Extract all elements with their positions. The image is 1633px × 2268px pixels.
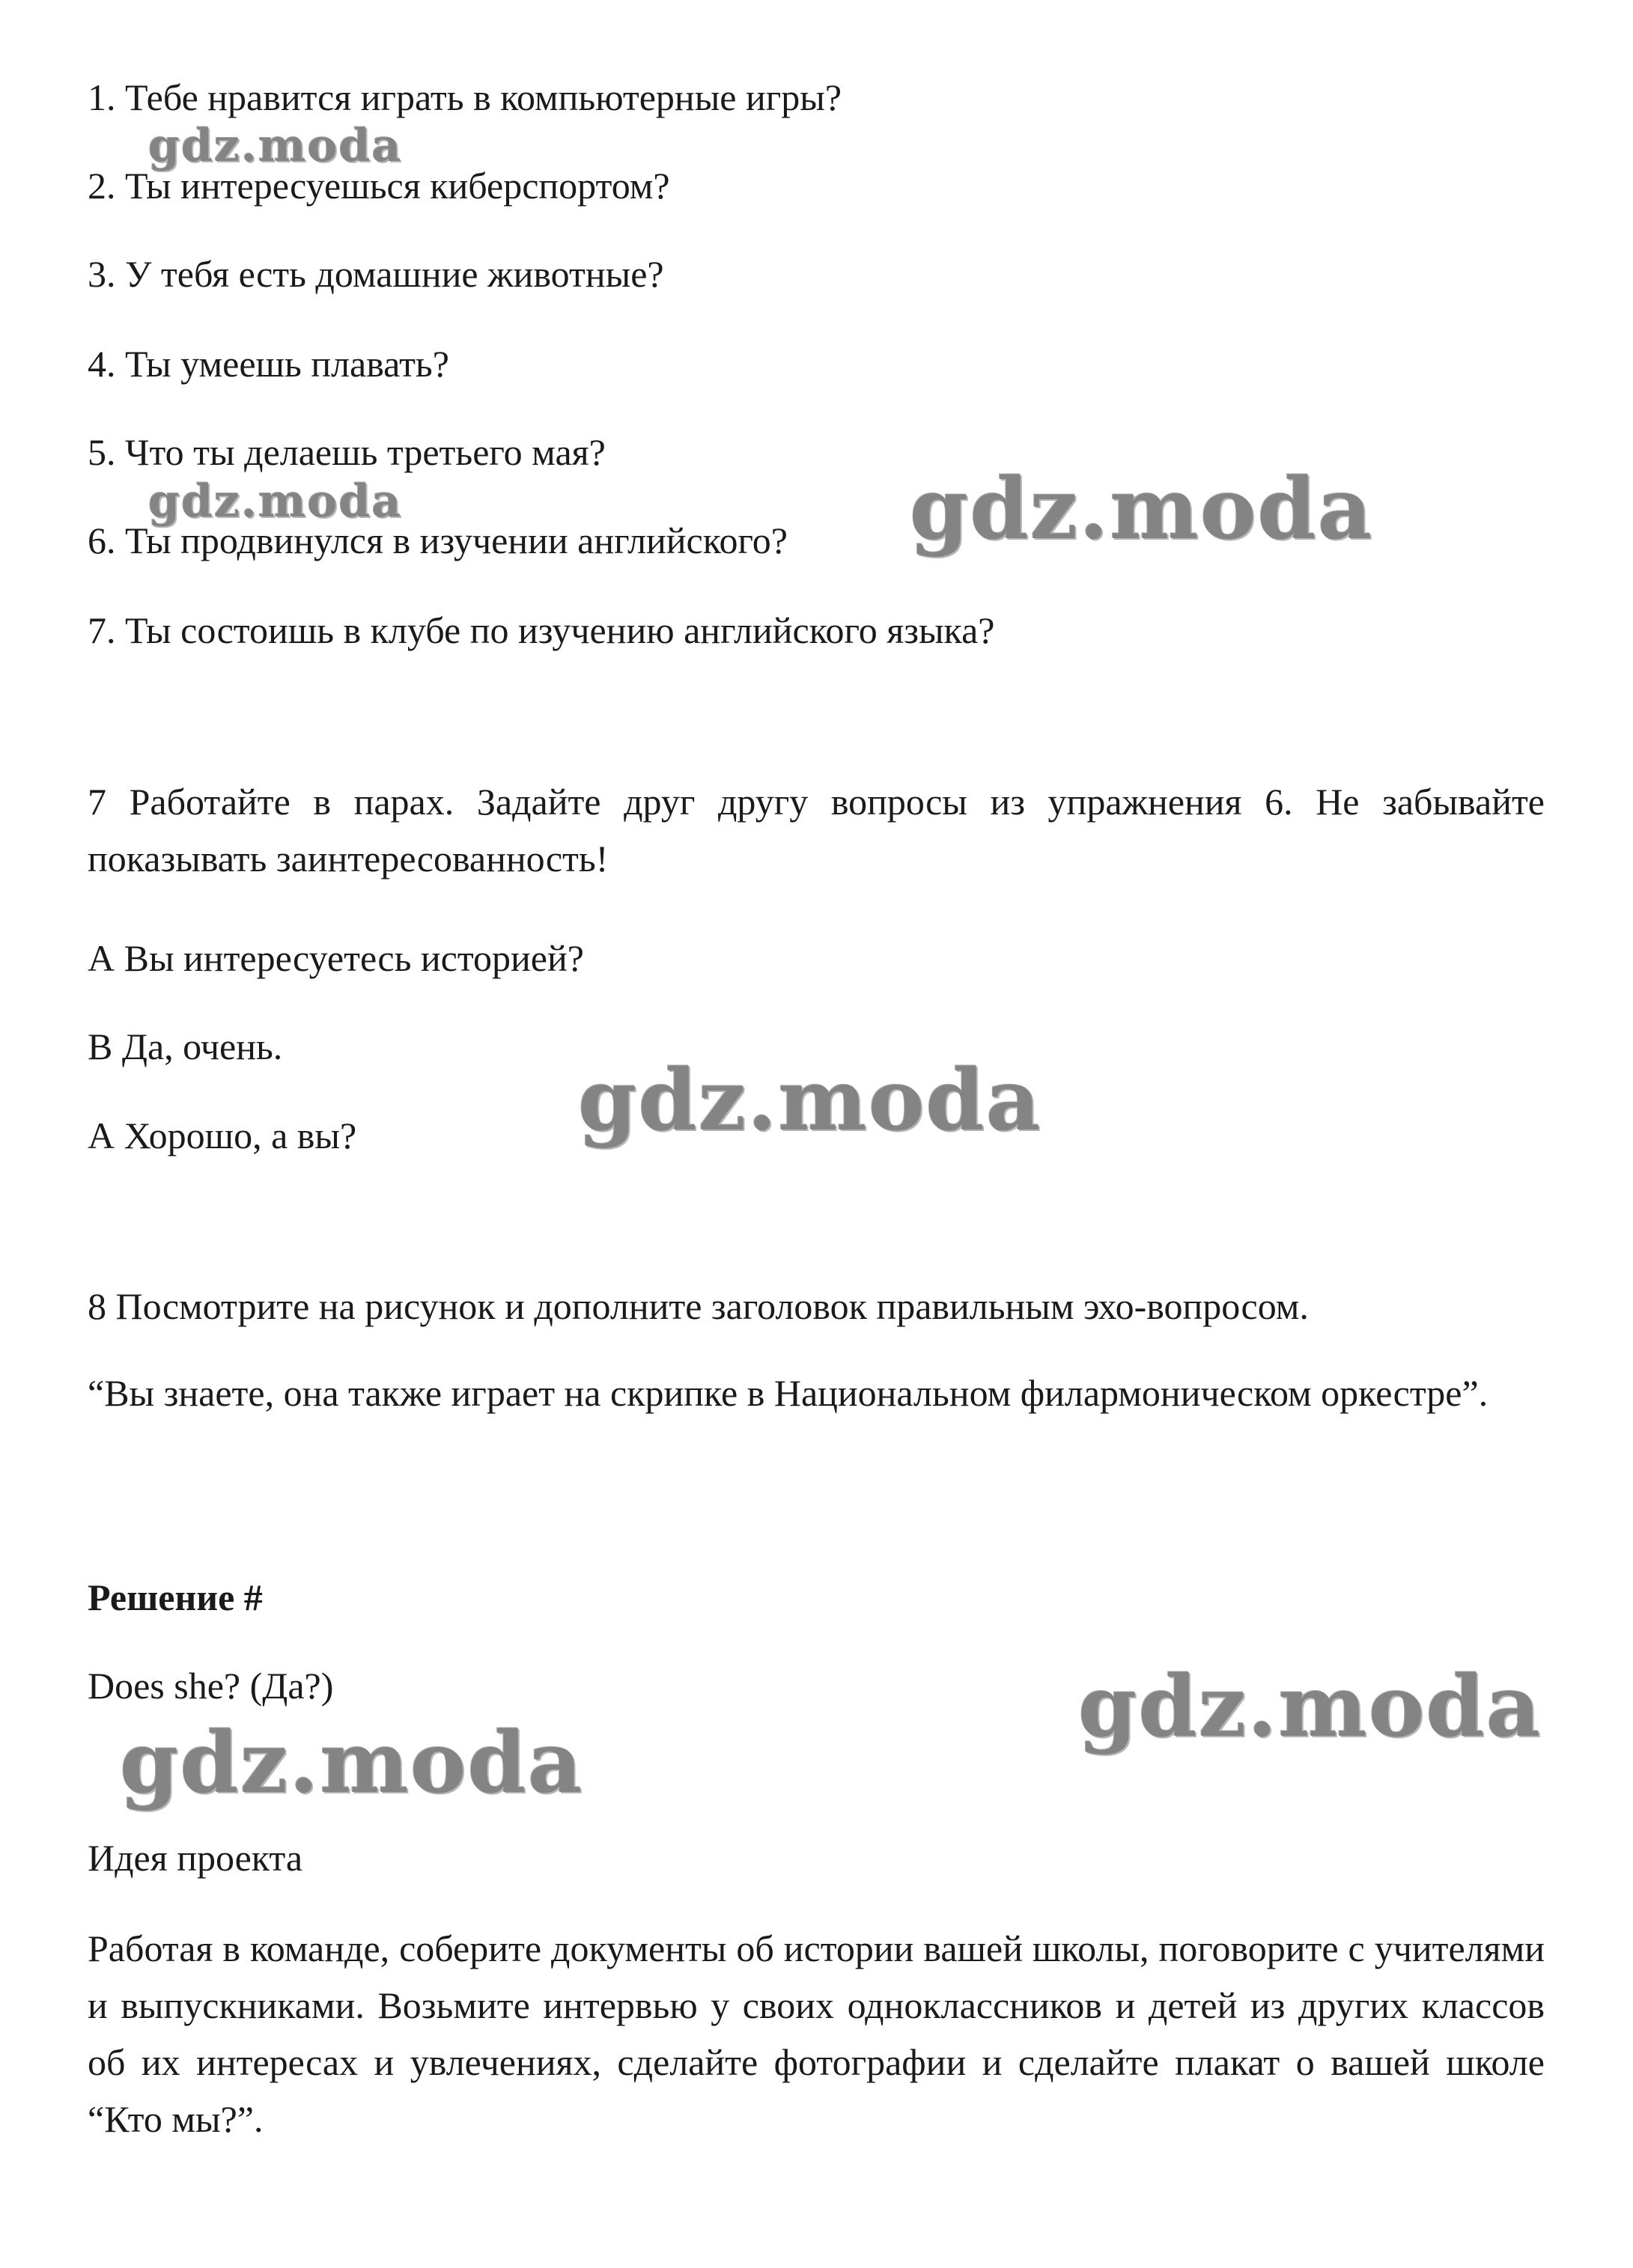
dialogue-line-3: А Хорошо, а вы? [88,1115,357,1156]
solution-answer: Does she? (Да?) [88,1665,334,1707]
question-4: 4. Ты умеешь плавать? [88,343,449,385]
question-6: 6. Ты продвинулся в изучении английского? [88,519,788,561]
exercise-7-instruction: 7 Работайте в парах. Задайте друг другу вопросы из упражнения 6. Не забывайте показывать заинтересованность! [88,781,1545,880]
exercise-8-quote: “Вы знаете, она также играет на скрипке в Национальном филармоническом оркестре”. [88,1372,1488,1414]
project-text: Работая в команде, соберите документы об истории вашей школы, поговорите с учителями и выпускниками. Возьмите интервью у своих одноклассников и детей из других классов об их интересах и увлечениях, сделайте фотографии и сделайте плакат о вашей школе “Кто мы?”. [88,1927,1545,2140]
question-7: 7. Ты состоишь в клубе по изучению английского языка? [88,609,995,651]
project-heading: Идея проекта [88,1837,303,1879]
question-5: 5. Что ты делаешь третьего мая? [88,431,606,473]
watermark-logo: gdz.moda [120,1714,584,1812]
dialogue-line-2: В Да, очень. [88,1025,283,1067]
watermark-logo: gdz.moda [148,120,403,172]
solution-heading: Решение # [88,1576,263,1618]
watermark-logo: gdz.moda [148,475,403,528]
watermark-logo: gdz.moda [578,1052,1042,1150]
question-1: 1. Тебе нравится играть в компьютерные игры? [88,76,842,118]
watermark-logo: gdz.moda [1078,1658,1542,1756]
watermark-logo: gdz.moda [910,460,1374,558]
exercise-8-instruction: 8 Посмотрите на рисунок и дополните заголовок правильным эхо-вопросом. [88,1285,1309,1327]
question-3: 3. У тебя есть домашние животные? [88,253,664,295]
dialogue-line-1: А Вы интересуетесь историей? [88,937,584,979]
question-2: 2. Ты интересуешься киберспортом? [88,165,670,207]
